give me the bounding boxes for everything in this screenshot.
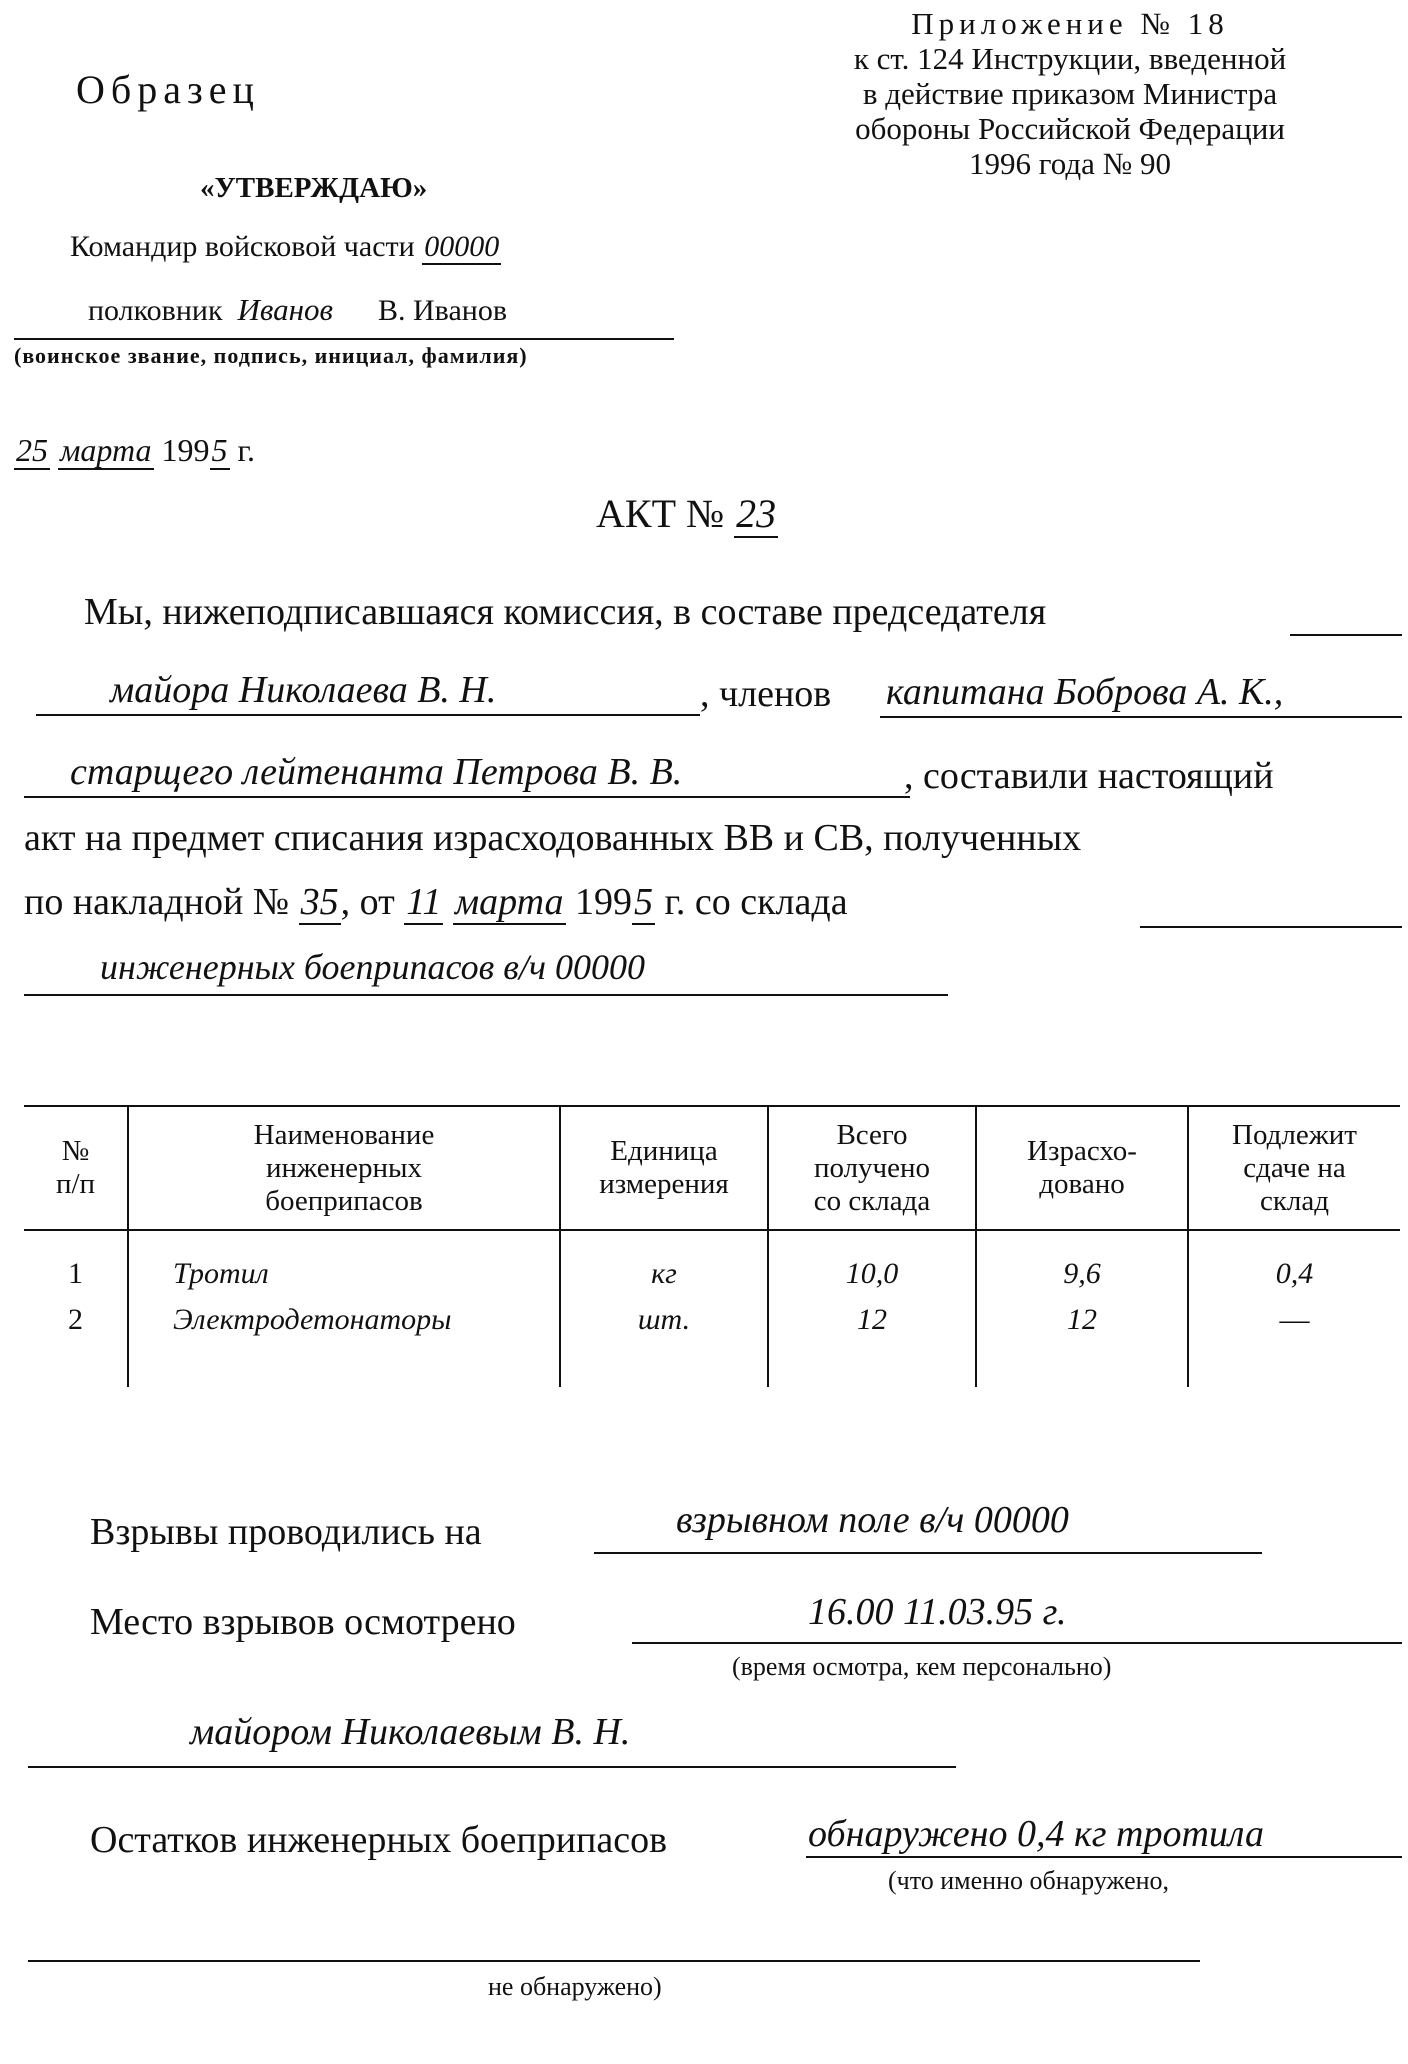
- date-suffix: г.: [237, 432, 256, 468]
- signature-line: [88, 292, 507, 328]
- body-line-1: Мы, нижеподписавшаяся комиссия, в составе председателя: [84, 591, 1047, 633]
- cell-spent: 12: [976, 1297, 1188, 1343]
- rank: полковник: [88, 294, 223, 327]
- inspector-underline: [28, 1766, 956, 1768]
- ammunition-table: [24, 1105, 1400, 1387]
- cell-received: 10,0: [768, 1230, 976, 1297]
- member-2-underline: [24, 796, 910, 798]
- appendix-title: Приложение № 18: [911, 6, 1229, 41]
- appendix-block: [790, 6, 1350, 181]
- members-label: , членов: [700, 673, 832, 715]
- cell-number: 2: [68, 1303, 83, 1336]
- invoice-number: 35: [300, 881, 339, 923]
- commander-text: Командир войсковой части: [70, 230, 415, 263]
- warehouse-name: инженерных боеприпасов в/ч 00000: [100, 947, 646, 987]
- fill-line: [1290, 634, 1402, 636]
- inspected-underline: [632, 1642, 1402, 1644]
- warehouse-underline: [24, 994, 948, 996]
- cell-return: 0,4: [1188, 1230, 1400, 1297]
- table-spacer-row: [24, 1343, 1400, 1387]
- col-header-return: Подлежит сдаче на склад: [1188, 1106, 1400, 1230]
- signature-underline: [14, 338, 674, 340]
- remains-caption-2: не обнаружено): [488, 1972, 662, 2001]
- invoice-from: , от: [340, 881, 395, 923]
- unit-number: 00000: [424, 230, 500, 263]
- inspected-caption: (время осмотра, кем персонально): [732, 1652, 1112, 1681]
- act-title: [596, 490, 778, 537]
- signature-caption: (воинское звание, подпись, инициал, фамилия): [14, 343, 528, 368]
- appendix-line: обороны Российской Федерации: [855, 111, 1285, 146]
- remains-value: обнаружено 0,4 кг тротила: [808, 1813, 1264, 1855]
- appendix-line: к ст. 124 Инструкции, введенной: [853, 41, 1287, 76]
- col-header-spent: Израсхо- довано: [976, 1106, 1188, 1230]
- sample-label: Образец: [76, 67, 260, 112]
- body-line-4: акт на предмет списания израсходованных ВВ и СВ, полученных: [24, 817, 1082, 859]
- invoice-label: по накладной №: [24, 881, 290, 923]
- cell-name: Электродетонаторы: [128, 1297, 560, 1343]
- member-1-underline: [880, 716, 1402, 718]
- signature: Иванов: [237, 292, 333, 327]
- inspected-label: Место взрывов осмотрено: [90, 1601, 516, 1643]
- appendix-line: 1996 года № 90: [969, 146, 1171, 181]
- cell-number: 1: [68, 1257, 83, 1290]
- col-header-received: Всего получено со склада: [768, 1106, 976, 1230]
- inspected-value: 16.00 11.03.95 г.: [808, 1591, 1067, 1633]
- col-header-number: № п/п: [24, 1106, 128, 1230]
- approve-stamp: «УТВЕРЖДАЮ»: [200, 172, 428, 204]
- date-year-prefix: 199: [161, 432, 210, 468]
- remains-label: Остатков инженерных боеприпасов: [90, 1819, 668, 1861]
- explosions-underline: [594, 1552, 1262, 1554]
- inspector-name: майором Николаевым В. Н.: [190, 1711, 631, 1753]
- cell-unit: кг: [560, 1230, 768, 1297]
- act-label: АКТ №: [596, 491, 725, 536]
- date-year-digit: 5: [211, 432, 228, 468]
- date-month: марта: [60, 432, 152, 468]
- invoice-month: марта: [454, 881, 564, 923]
- invoice-year-prefix: 199: [575, 881, 633, 923]
- table-row: [24, 1230, 1400, 1297]
- fill-line: [1140, 926, 1402, 928]
- explosions-label: Взрывы проводились на: [90, 1511, 482, 1553]
- act-number: 23: [736, 491, 777, 536]
- cell-unit: шт.: [560, 1297, 768, 1343]
- date-day: 25: [16, 432, 48, 468]
- table-header-row: [24, 1106, 1400, 1230]
- body-line-3-tail: , составили настоящий: [904, 755, 1274, 797]
- member-2: старщего лейтенанта Петрова В. В.: [70, 751, 683, 793]
- table-row: [24, 1297, 1400, 1343]
- cell-name: Тротил: [128, 1230, 560, 1297]
- chairman-name: майора Николаева В. Н.: [110, 669, 497, 711]
- invoice-day: 11: [406, 881, 442, 923]
- cell-return: —: [1188, 1297, 1400, 1343]
- remains-caption: (что именно обнаружено,: [888, 1866, 1170, 1895]
- cell-received: 12: [768, 1297, 976, 1343]
- remains-fill-line: [28, 1960, 1200, 1962]
- commander-name: В. Иванов: [378, 294, 507, 327]
- remains-underline: [806, 1856, 1402, 1858]
- col-header-unit: Единица измерения: [560, 1106, 768, 1230]
- col-header-name: Наименование инженерных боеприпасов: [128, 1106, 560, 1230]
- approval-date: [14, 432, 255, 469]
- commander-line: [70, 230, 501, 264]
- warehouse-label: г. со склада: [664, 881, 848, 923]
- body-line-5: [24, 880, 848, 924]
- appendix-line: в действие приказом Министра: [862, 76, 1278, 111]
- explosions-place: взрывном поле в/ч 00000: [676, 1499, 1069, 1541]
- cell-spent: 9,6: [976, 1230, 1188, 1297]
- chairman-underline: [36, 714, 700, 716]
- invoice-year-digit: 5: [634, 881, 654, 923]
- member-1: капитана Боброва А. К.,: [886, 671, 1284, 713]
